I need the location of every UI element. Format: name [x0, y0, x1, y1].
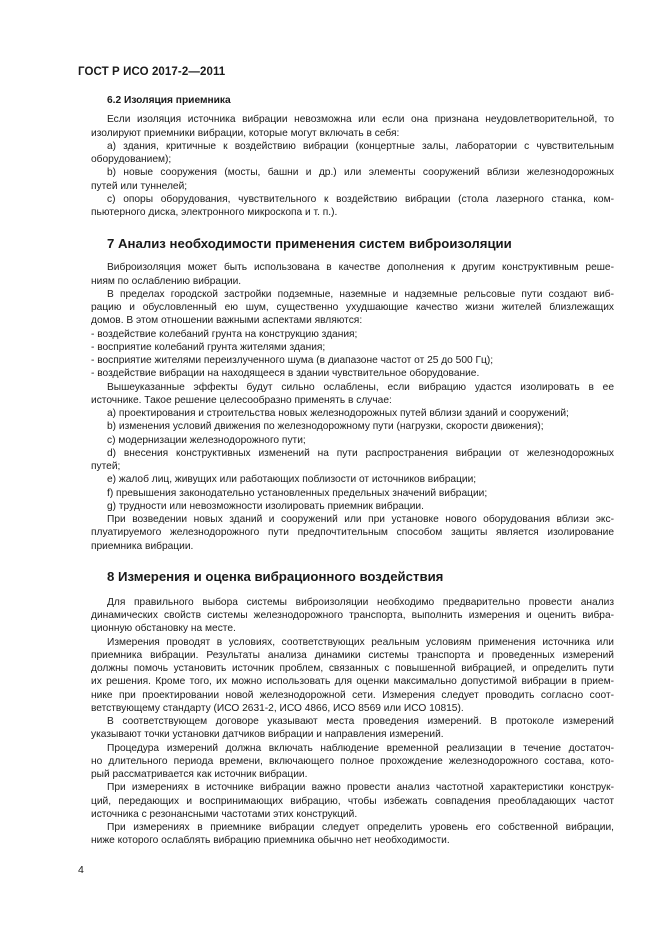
text-line: Виброизоляция может быть использована в качестве дополнения к другим конструктивным реше-: [107, 262, 614, 274]
text-line: плуатируемого железнодорожного пути предпочтительным способом защиты является изолирование: [91, 527, 614, 539]
list-item: b) новые сооружения (мосты, башни и др.) или элементы сооружений вблизи железнодорожных: [107, 167, 614, 179]
text-line: пьютерного диска, электронного микроскопа и т. п.).: [91, 207, 338, 218]
section-6-2-body: [91, 113, 614, 219]
text-line: ционную обстановку на месте.: [91, 623, 236, 635]
section-8-body: [91, 596, 614, 848]
text-line: приемника вибрации.: [91, 540, 194, 552]
list-item: a) здания, критичные к воздействию вибрации (концертные залы, лаборатории с чувствительным: [107, 140, 614, 152]
page-number: 4: [78, 864, 84, 876]
text-line: должны помочь установить источник проблем, связанных с повышенной вибрацией, и определить пути: [91, 663, 614, 674]
text-line: ветствующему стандарту (ИСО 2631-2, ИСО 4866, ИСО 8569 или ИСО 10815).: [91, 702, 464, 714]
text-line: домов. В этом отношении важными аспектами являются:: [91, 315, 363, 327]
list-item: c) опоры оборудования, чувствительного к воздействию вибрации (стола лазерного станка, ком-: [107, 193, 614, 205]
text-line: путей или туннелей;: [91, 180, 188, 192]
text-line: При измерениях в приемнике вибрации следует определить уровень его собственной вибрации,: [107, 822, 614, 833]
text-line: приемника вибрации. Результаты анализа динамики системы транспорта и проведенных измерений: [91, 649, 614, 661]
text-line: Процедура измерений должна включать наблюдение временной реализации в течение достаточ-: [107, 742, 614, 754]
list-item: a) проектирования и строительства новых железнодорожных путей вблизи зданий и сооружений;: [107, 408, 569, 419]
text-line: динамических свойств системы железнодорожного транспорта, выполнить измерения и оценить вибра-: [91, 610, 614, 621]
text-line: Для правильного выбора системы виброизоляции необходимо предварительно провести анализ: [107, 596, 614, 608]
list-item: - восприятие колебаний грунта жителями здания;: [91, 341, 326, 353]
text-line: нике при проектировании новой железнодорожной сети. Измерения следует проводить согласно соот-: [91, 689, 614, 701]
text-line: При измерениях в источнике вибрации важно провести анализ частотной характеристики конструк-: [107, 782, 614, 794]
list-item: d) внесения конструктивных изменений на пути распространения вибрации от железнодорожных: [107, 447, 614, 459]
text-line: ций, передающих и воспринимающих вибрацию, чтобы избежать совпадения преобладающих частот: [91, 795, 614, 807]
text-line: ниям по ослаблению вибрации.: [91, 275, 242, 287]
text-line: В соответствующем договоре указывают места проведения измерений. В протоколе измерений: [107, 716, 614, 727]
text-line: указывают точки установки датчиков вибрации и направления измерений.: [91, 729, 444, 741]
text-line: рацию и обусловленный ею шум, существенно ухудшающие качество жизни жителей близлежащих: [91, 302, 614, 313]
text-line: В пределах городской застройки подземные, наземные и надземные рельсовые пути создают виб-: [107, 288, 614, 300]
text-line: источника с резонансными частотами этих конструкций.: [91, 808, 358, 820]
list-item: e) жалоб лиц, живущих или работающих поблизости от источников вибрации;: [107, 474, 477, 486]
text-line: ниже которого ослаблять вибрацию приемника обычно нет необходимости.: [91, 835, 450, 847]
section-8-heading: 8 Измерения и оценка вибрационного воздействия: [107, 568, 444, 584]
text-line: изолируют приемники вибрации, которые могут включать в себя:: [91, 127, 400, 139]
section-7-heading: 7 Анализ необходимости применения систем виброизоляции: [107, 236, 512, 252]
list-item: g) трудности или невозможности изолировать приемник вибрации.: [107, 500, 424, 512]
section-7-body: [91, 261, 614, 553]
text-line: оборудованием);: [91, 154, 172, 165]
standard-header: ГОСТ Р ИСО 2017-2—2011: [78, 66, 226, 78]
text-line: путей;: [91, 461, 121, 472]
text-line: Измерения проводят в условиях, соответствующих реальным условиям применения источника или: [107, 636, 614, 648]
text-line: Вышеуказанные эффекты будут сильно ослаблены, если вибрацию удастся изолировать в ее: [107, 381, 614, 393]
list-item: b) изменения условий движения по железнодорожному пути (нагрузки, скорости движения);: [107, 421, 544, 433]
text-line: источнике. Такое решение целесообразно применять в случае:: [91, 394, 392, 406]
list-item: c) модернизации железнодорожного пути;: [107, 434, 306, 446]
list-item: - воздействие вибрации на находящееся в здании чувствительное оборудование.: [91, 368, 480, 380]
list-item: - восприятие жителями переизлученного шума (в диапазоне частот от 25 до 500 Гц);: [91, 355, 494, 366]
list-item: - воздействие колебаний грунта на конструкцию здания;: [91, 328, 358, 340]
text-line: При возведении новых зданий и сооружений или при установке нового оборудования вблизи экс-: [107, 514, 614, 525]
list-item: f) превышения законодательно установленных предельных значений вибрации;: [107, 487, 488, 499]
text-line: но длительного периода времени, включающего полное прохождение железнодорожного состава, кото-: [91, 755, 614, 767]
section-6-2-title: 6.2 Изоляция приемника: [107, 95, 231, 106]
text-line: их решения. Кроме того, их можно использовать для оценки максимально допустимой вибрации в прием-: [91, 676, 614, 688]
text-line: рый рассматривается как источник вибрации.: [91, 769, 308, 780]
page-content: [91, 94, 614, 848]
text-line: Если изоляция источника вибрации невозможна или если она признана неудовлетворительной, то: [107, 114, 614, 126]
